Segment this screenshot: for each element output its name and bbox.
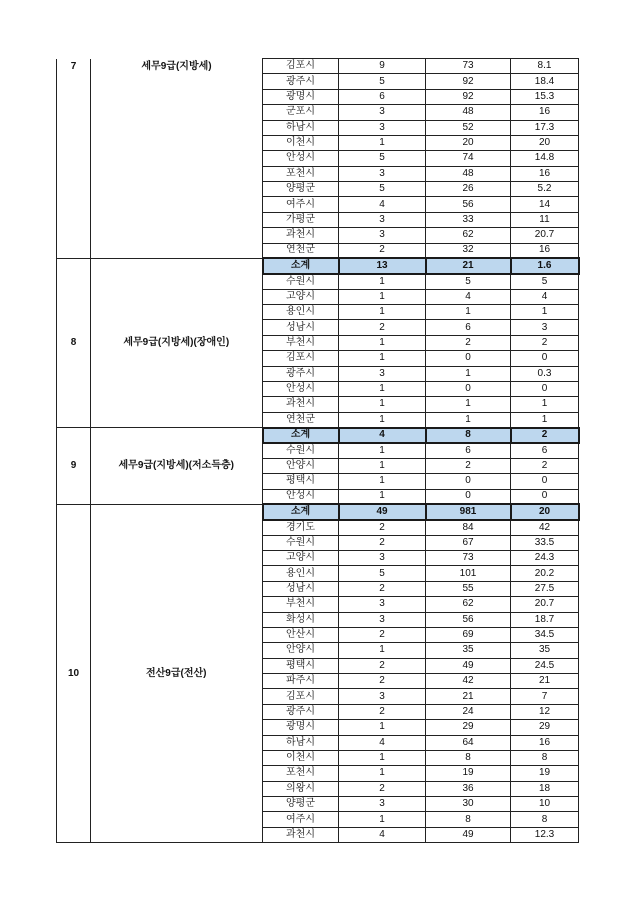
value-cell: 1 xyxy=(339,274,426,289)
value-cell: 3 xyxy=(339,120,426,135)
value-cell: 14.8 xyxy=(511,151,579,166)
value-cell: 49 xyxy=(426,827,511,842)
value-cell: 21 xyxy=(511,674,579,689)
city-name-cell: 안산시 xyxy=(263,627,339,642)
subtotal-value-cell: 981 xyxy=(426,504,511,519)
city-name-cell: 양평군 xyxy=(263,182,339,197)
value-cell: 19 xyxy=(511,766,579,781)
value-cell: 20.7 xyxy=(511,597,579,612)
value-cell: 8 xyxy=(426,750,511,765)
value-cell: 52 xyxy=(426,120,511,135)
city-name-cell: 고양시 xyxy=(263,551,339,566)
value-cell: 16 xyxy=(511,243,579,258)
value-cell: 24.5 xyxy=(511,658,579,673)
value-cell: 20.7 xyxy=(511,228,579,243)
city-name-cell: 안성시 xyxy=(263,151,339,166)
city-name-cell: 과천시 xyxy=(263,397,339,412)
city-name-cell: 광주시 xyxy=(263,704,339,719)
value-cell: 5 xyxy=(339,151,426,166)
subtotal-value-cell: 13 xyxy=(339,258,426,273)
value-cell: 18 xyxy=(511,781,579,796)
value-cell: 33 xyxy=(426,212,511,227)
value-cell: 0 xyxy=(426,381,511,396)
value-cell: 2 xyxy=(426,458,511,473)
value-cell: 3 xyxy=(339,689,426,704)
city-name-cell: 평택시 xyxy=(263,474,339,489)
value-cell: 3 xyxy=(339,212,426,227)
value-cell: 12 xyxy=(511,704,579,719)
value-cell: 36 xyxy=(426,781,511,796)
value-cell: 0 xyxy=(511,381,579,396)
value-cell: 2 xyxy=(339,520,426,535)
value-cell: 4 xyxy=(339,827,426,842)
value-cell: 8 xyxy=(511,750,579,765)
value-cell: 1 xyxy=(339,305,426,320)
subtotal-value-cell: 49 xyxy=(339,504,426,519)
value-cell: 29 xyxy=(426,720,511,735)
table-row xyxy=(57,59,579,74)
value-cell: 3 xyxy=(339,366,426,381)
value-cell: 6 xyxy=(511,443,579,458)
city-name-cell: 수원시 xyxy=(263,274,339,289)
city-name-cell: 수원시 xyxy=(263,535,339,550)
city-name-cell: 용인시 xyxy=(263,566,339,581)
value-cell: 48 xyxy=(426,105,511,120)
value-cell: 33.5 xyxy=(511,535,579,550)
value-cell: 5 xyxy=(339,566,426,581)
value-cell: 0.3 xyxy=(511,366,579,381)
value-cell: 2 xyxy=(339,704,426,719)
value-cell: 1 xyxy=(339,351,426,366)
value-cell: 49 xyxy=(426,658,511,673)
subtotal-value-cell: 21 xyxy=(426,258,511,273)
city-name-cell: 여주시 xyxy=(263,197,339,212)
city-name-cell: 하남시 xyxy=(263,120,339,135)
city-name-cell: 이천시 xyxy=(263,135,339,150)
value-cell: 1 xyxy=(511,397,579,412)
section-category-label: 세무9급(지방세)(장애인) xyxy=(91,258,263,427)
subtotal-value-cell: 8 xyxy=(426,428,511,443)
value-cell: 17.3 xyxy=(511,120,579,135)
value-cell: 8 xyxy=(511,812,579,827)
value-cell: 1 xyxy=(339,643,426,658)
section-number: 10 xyxy=(57,504,91,842)
value-cell: 62 xyxy=(426,228,511,243)
value-cell: 69 xyxy=(426,627,511,642)
section-category-label: 세무9급(지방세) xyxy=(91,59,263,259)
subtotal-label-cell: 소계 xyxy=(263,258,339,273)
value-cell: 4 xyxy=(511,289,579,304)
value-cell: 35 xyxy=(426,643,511,658)
value-cell: 2 xyxy=(426,335,511,350)
value-cell: 2 xyxy=(511,458,579,473)
value-cell: 4 xyxy=(339,197,426,212)
value-cell: 14 xyxy=(511,197,579,212)
value-cell: 18.4 xyxy=(511,74,579,89)
value-cell: 20 xyxy=(511,135,579,150)
value-cell: 1 xyxy=(339,443,426,458)
value-cell: 73 xyxy=(426,551,511,566)
value-cell: 74 xyxy=(426,151,511,166)
subtotal-row xyxy=(57,428,579,443)
value-cell: 56 xyxy=(426,612,511,627)
value-cell: 12.3 xyxy=(511,827,579,842)
value-cell: 2 xyxy=(339,243,426,258)
value-cell: 7 xyxy=(511,689,579,704)
value-cell: 1 xyxy=(339,458,426,473)
section-number: 7 xyxy=(57,59,91,259)
value-cell: 4 xyxy=(339,735,426,750)
value-cell: 35 xyxy=(511,643,579,658)
city-name-cell: 안양시 xyxy=(263,643,339,658)
recruitment-table xyxy=(56,58,580,843)
value-cell: 62 xyxy=(426,597,511,612)
subtotal-row xyxy=(57,258,579,273)
value-cell: 2 xyxy=(339,627,426,642)
value-cell: 1 xyxy=(339,766,426,781)
value-cell: 3 xyxy=(339,551,426,566)
value-cell: 16 xyxy=(511,166,579,181)
city-name-cell: 군포시 xyxy=(263,105,339,120)
value-cell: 3 xyxy=(511,320,579,335)
city-name-cell: 김포시 xyxy=(263,351,339,366)
value-cell: 15.3 xyxy=(511,89,579,104)
value-cell: 3 xyxy=(339,166,426,181)
value-cell: 16 xyxy=(511,735,579,750)
value-cell: 92 xyxy=(426,89,511,104)
value-cell: 9 xyxy=(339,59,426,74)
value-cell: 5 xyxy=(426,274,511,289)
city-name-cell: 과천시 xyxy=(263,228,339,243)
value-cell: 8 xyxy=(426,812,511,827)
value-cell: 2 xyxy=(339,320,426,335)
city-name-cell: 하남시 xyxy=(263,735,339,750)
city-name-cell: 수원시 xyxy=(263,443,339,458)
value-cell: 1 xyxy=(339,750,426,765)
value-cell: 1 xyxy=(339,474,426,489)
city-name-cell: 성남시 xyxy=(263,320,339,335)
city-name-cell: 김포시 xyxy=(263,59,339,74)
value-cell: 6 xyxy=(426,443,511,458)
value-cell: 5 xyxy=(511,274,579,289)
value-cell: 55 xyxy=(426,581,511,596)
value-cell: 18.7 xyxy=(511,612,579,627)
value-cell: 84 xyxy=(426,520,511,535)
value-cell: 0 xyxy=(511,351,579,366)
value-cell: 1 xyxy=(339,489,426,504)
value-cell: 24 xyxy=(426,704,511,719)
city-name-cell: 여주시 xyxy=(263,812,339,827)
value-cell: 0 xyxy=(511,474,579,489)
city-name-cell: 이천시 xyxy=(263,750,339,765)
subtotal-value-cell: 4 xyxy=(339,428,426,443)
city-name-cell: 고양시 xyxy=(263,289,339,304)
value-cell: 3 xyxy=(339,597,426,612)
value-cell: 0 xyxy=(426,489,511,504)
value-cell: 1 xyxy=(339,289,426,304)
subtotal-value-cell: 20 xyxy=(511,504,579,519)
value-cell: 2 xyxy=(339,581,426,596)
value-cell: 4 xyxy=(426,289,511,304)
value-cell: 1 xyxy=(426,305,511,320)
city-name-cell: 김포시 xyxy=(263,689,339,704)
value-cell: 11 xyxy=(511,212,579,227)
subtotal-row xyxy=(57,504,579,519)
value-cell: 1 xyxy=(339,381,426,396)
value-cell: 2 xyxy=(339,535,426,550)
value-cell: 2 xyxy=(339,658,426,673)
value-cell: 21 xyxy=(426,689,511,704)
city-name-cell: 부천시 xyxy=(263,335,339,350)
value-cell: 1 xyxy=(339,720,426,735)
city-name-cell: 의왕시 xyxy=(263,781,339,796)
value-cell: 30 xyxy=(426,797,511,812)
city-name-cell: 광주시 xyxy=(263,366,339,381)
section-number: 8 xyxy=(57,258,91,427)
value-cell: 1 xyxy=(339,335,426,350)
value-cell: 0 xyxy=(511,489,579,504)
value-cell: 42 xyxy=(511,520,579,535)
value-cell: 1 xyxy=(426,412,511,427)
subtotal-value-cell: 2 xyxy=(511,428,579,443)
value-cell: 3 xyxy=(339,105,426,120)
city-name-cell: 평택시 xyxy=(263,658,339,673)
subtotal-label-cell: 소계 xyxy=(263,428,339,443)
value-cell: 1 xyxy=(339,412,426,427)
section-category-label: 전산9급(전산) xyxy=(91,504,263,842)
city-name-cell: 부천시 xyxy=(263,597,339,612)
city-name-cell: 안양시 xyxy=(263,458,339,473)
city-name-cell: 광주시 xyxy=(263,74,339,89)
value-cell: 6 xyxy=(339,89,426,104)
value-cell: 3 xyxy=(339,228,426,243)
value-cell: 2 xyxy=(339,674,426,689)
value-cell: 29 xyxy=(511,720,579,735)
subtotal-value-cell: 1.6 xyxy=(511,258,579,273)
value-cell: 1 xyxy=(426,366,511,381)
value-cell: 20.2 xyxy=(511,566,579,581)
city-name-cell: 연천군 xyxy=(263,412,339,427)
value-cell: 2 xyxy=(511,335,579,350)
value-cell: 8.1 xyxy=(511,59,579,74)
value-cell: 19 xyxy=(426,766,511,781)
city-name-cell: 성남시 xyxy=(263,581,339,596)
value-cell: 1 xyxy=(511,305,579,320)
city-name-cell: 용인시 xyxy=(263,305,339,320)
value-cell: 1 xyxy=(426,397,511,412)
city-name-cell: 연천군 xyxy=(263,243,339,258)
city-name-cell: 광명시 xyxy=(263,89,339,104)
subtotal-label-cell: 소계 xyxy=(263,504,339,519)
city-name-cell: 과천시 xyxy=(263,827,339,842)
value-cell: 64 xyxy=(426,735,511,750)
value-cell: 16 xyxy=(511,105,579,120)
value-cell: 10 xyxy=(511,797,579,812)
value-cell: 27.5 xyxy=(511,581,579,596)
value-cell: 1 xyxy=(511,412,579,427)
city-name-cell: 가평군 xyxy=(263,212,339,227)
city-name-cell: 안성시 xyxy=(263,489,339,504)
value-cell: 5 xyxy=(339,74,426,89)
value-cell: 42 xyxy=(426,674,511,689)
value-cell: 26 xyxy=(426,182,511,197)
value-cell: 1 xyxy=(339,135,426,150)
value-cell: 5.2 xyxy=(511,182,579,197)
value-cell: 3 xyxy=(339,797,426,812)
city-name-cell: 화성시 xyxy=(263,612,339,627)
value-cell: 34.5 xyxy=(511,627,579,642)
value-cell: 101 xyxy=(426,566,511,581)
city-name-cell: 안성시 xyxy=(263,381,339,396)
value-cell: 1 xyxy=(339,812,426,827)
value-cell: 3 xyxy=(339,612,426,627)
section-number: 9 xyxy=(57,428,91,505)
value-cell: 56 xyxy=(426,197,511,212)
value-cell: 0 xyxy=(426,351,511,366)
recruitment-table-body xyxy=(57,59,579,843)
value-cell: 32 xyxy=(426,243,511,258)
value-cell: 48 xyxy=(426,166,511,181)
city-name-cell: 포천시 xyxy=(263,766,339,781)
value-cell: 0 xyxy=(426,474,511,489)
city-name-cell: 포천시 xyxy=(263,166,339,181)
value-cell: 6 xyxy=(426,320,511,335)
value-cell: 24.3 xyxy=(511,551,579,566)
value-cell: 5 xyxy=(339,182,426,197)
value-cell: 73 xyxy=(426,59,511,74)
city-name-cell: 파주시 xyxy=(263,674,339,689)
section-category-label: 세무9급(지방세)(저소득층) xyxy=(91,428,263,505)
value-cell: 67 xyxy=(426,535,511,550)
value-cell: 92 xyxy=(426,74,511,89)
city-name-cell: 경기도 xyxy=(263,520,339,535)
city-name-cell: 양평군 xyxy=(263,797,339,812)
value-cell: 2 xyxy=(339,781,426,796)
value-cell: 20 xyxy=(426,135,511,150)
city-name-cell: 광명시 xyxy=(263,720,339,735)
value-cell: 1 xyxy=(339,397,426,412)
